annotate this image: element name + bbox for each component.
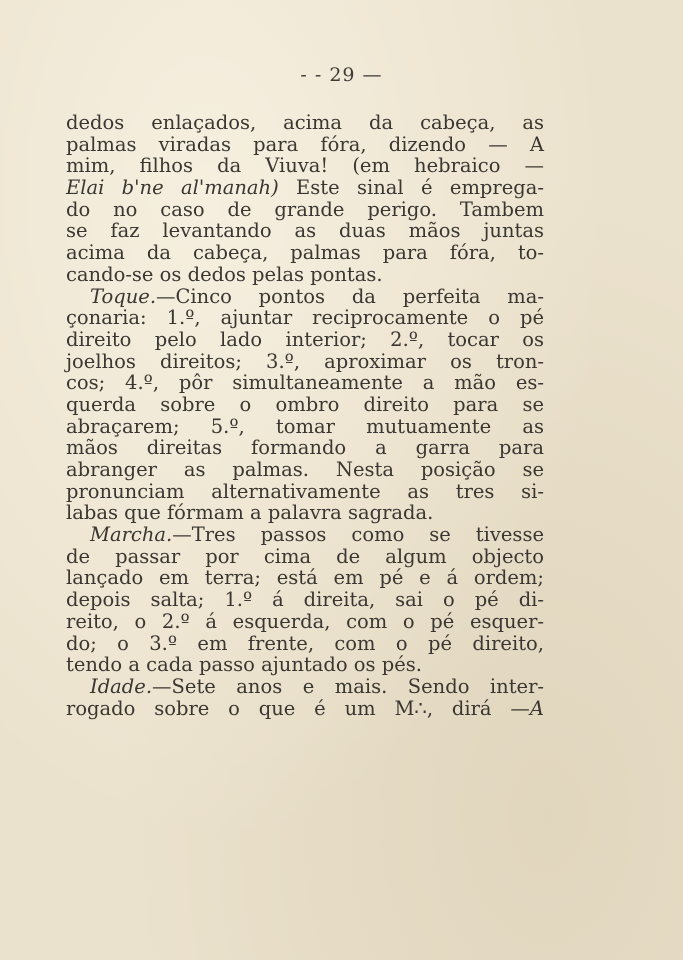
text-run: reito, o 2.º á esquerda, com o pé esquer- <box>66 609 544 633</box>
text-run: —Sete anos e mais. Sendo inter- <box>152 674 544 698</box>
text-line <box>66 372 544 394</box>
italic-text: Marcha. <box>90 523 173 547</box>
text-run: lançado em terra; está em pé e á ordem; <box>66 566 544 590</box>
text-run: palmas viradas para fóra, dizendo — A <box>66 132 544 156</box>
text-run: dedos enlaçados, acima da cabeça, as <box>66 111 544 134</box>
text-run: —Tres passos como se tivesse <box>172 523 544 547</box>
text-run: abranger as palmas. Nesta posição se <box>66 458 544 481</box>
text-line <box>66 112 544 134</box>
text-run: de passar por cima de algum objecto <box>66 544 544 568</box>
text-line <box>66 351 544 373</box>
text-line <box>66 416 544 438</box>
text-run: do no caso de grande perigo. Tambem <box>66 197 544 221</box>
text-line <box>66 242 544 264</box>
text-line <box>66 502 544 524</box>
text-run: do; o 3.º em frente, com o pé direito, <box>66 631 544 655</box>
text-run: rogado sobre o que é um M∴, dirá — <box>66 696 530 720</box>
text-line <box>66 394 544 416</box>
text-line <box>66 546 544 568</box>
text-run: Este sinal é emprega- <box>278 176 544 200</box>
text-run: cos; 4.º, pôr simultaneamente a mão es- <box>66 371 544 395</box>
italic-text: Toque. <box>90 284 157 308</box>
text-line <box>66 199 544 221</box>
italic-text: A <box>529 696 544 720</box>
text-line <box>66 264 544 286</box>
text-line <box>66 220 544 242</box>
text-run: se faz levantando as duas mãos juntas <box>66 219 544 243</box>
text-run: tendo a cada passo ajuntado os pés. <box>66 653 422 677</box>
text-line <box>66 524 544 546</box>
text-run: querda sobre o ombro direito para se <box>66 392 544 416</box>
text-line <box>66 676 544 698</box>
text-line <box>66 567 544 589</box>
text-line <box>66 589 544 611</box>
text-line <box>66 437 544 459</box>
text-run: joelhos direitos; 3.º, aproximar os tron- <box>66 349 544 373</box>
text-run: çonaria: 1.º, ajuntar reciprocamente o pé <box>66 306 544 330</box>
text-run: abraçarem; 5.º, tomar mutuamente as <box>66 414 544 438</box>
text-run: mim, filhos da Viuva! (em hebraico — <box>66 154 544 178</box>
text-line <box>66 134 544 156</box>
page-number: - - 29 — <box>300 64 383 86</box>
italic-text: Elai b'ne al'manah) <box>66 176 279 200</box>
text-line <box>66 611 544 633</box>
text-line <box>66 633 544 655</box>
text-run: cando-se os dedos pelas pontas. <box>66 262 383 286</box>
text-run: direito pelo lado interior; 2.º, tocar os <box>66 327 544 351</box>
text-line <box>66 286 544 308</box>
body-text <box>66 112 544 719</box>
text-line <box>66 654 544 676</box>
text-run: pronunciam alternativamente as tres si- <box>66 479 544 503</box>
text-run: mãos direitas formando a garra para <box>66 436 544 460</box>
text-line <box>66 307 544 329</box>
text-run: —Cinco pontos da perfeita ma- <box>156 284 544 308</box>
italic-text: Idade. <box>90 674 153 698</box>
text-line <box>66 481 544 503</box>
text-line <box>66 155 544 177</box>
text-line <box>66 698 544 720</box>
text-line <box>66 177 544 199</box>
text-line <box>66 329 544 351</box>
text-line <box>66 459 544 481</box>
text-run: acima da cabeça, palmas para fóra, to- <box>66 241 544 265</box>
text-run: depois salta; 1.º á direita, sai o pé di- <box>66 588 544 612</box>
text-run: labas que fórmam a palavra sagrada. <box>66 501 434 525</box>
